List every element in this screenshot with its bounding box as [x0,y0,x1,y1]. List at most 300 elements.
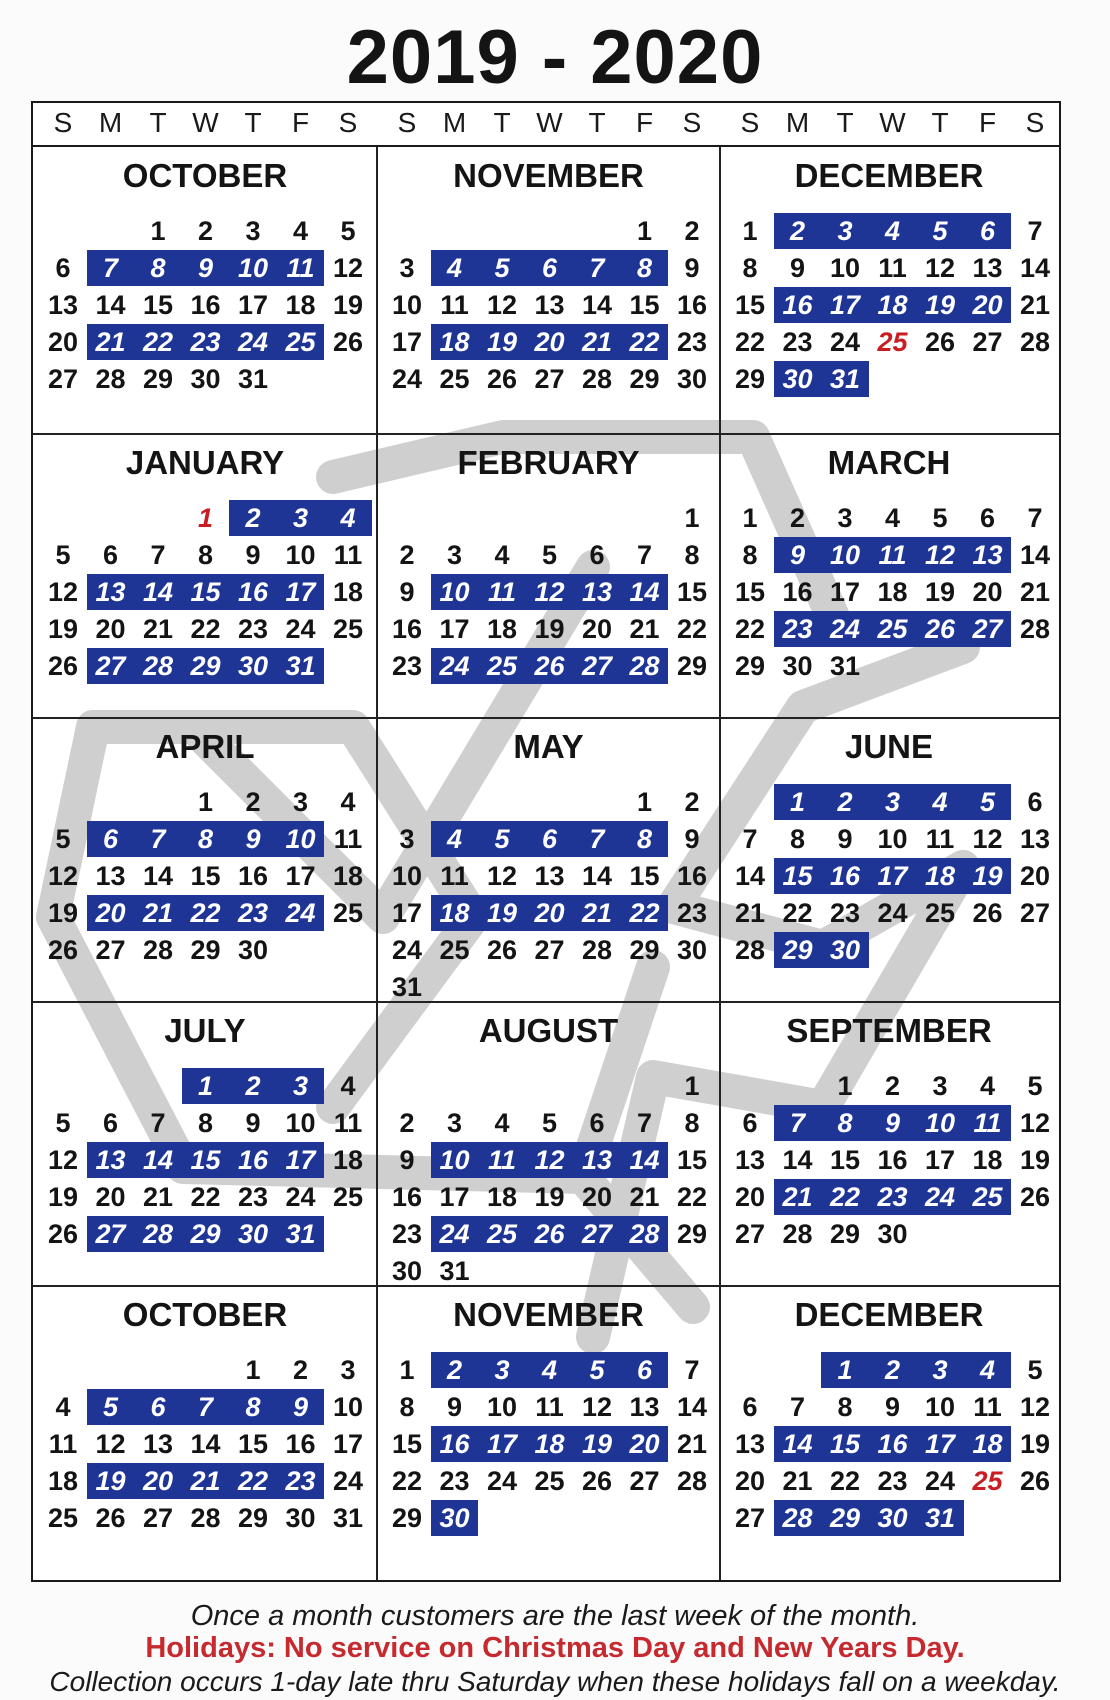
calendar-day: 28 [190,1503,221,1533]
calendar-day: 21 [142,1182,174,1212]
calendar-day: 5 [55,824,71,854]
service-day: 19 [972,861,1003,891]
calendar-day: 16 [877,1145,908,1175]
calendar-day: 16 [782,577,813,607]
calendar-day: 9 [684,253,700,283]
calendar-day: 14 [190,1429,221,1459]
calendar-day: 5 [932,503,948,533]
calendar-day: 24 [391,935,423,965]
service-day: 30 [829,935,861,965]
service-day: 23 [285,1466,316,1496]
service-day: 2 [789,216,806,246]
service-day: 7 [102,253,119,283]
service-day: 24 [924,1182,956,1212]
service-day: 14 [142,1145,174,1175]
service-day: 30 [237,651,269,681]
service-day: 19 [486,327,518,357]
calendar-day: 23 [676,327,708,357]
calendar-day: 7 [742,824,758,854]
calendar-day: 23 [237,614,269,644]
calendar-day: 1 [245,1355,261,1385]
month-name: APRIL [155,728,255,765]
service-day: 4 [541,1355,558,1385]
service-day: 5 [589,1355,605,1385]
service-day: 18 [439,327,470,357]
service-day: 22 [190,898,221,928]
service-day: 29 [190,651,221,681]
calendar-day: 26 [581,1466,613,1496]
service-day: 3 [932,1355,948,1385]
service-day: 4 [932,787,948,817]
calendar-day: 31 [829,651,861,681]
calendar-day: 12 [486,290,518,320]
service-day: 7 [589,824,605,854]
calendar-day: 15 [629,861,660,891]
calendar-day: 26 [47,651,79,681]
service-day: 24 [439,1219,470,1249]
service-day: 13 [581,1145,613,1175]
weekday-header: W [879,107,906,138]
service-day: 13 [95,577,126,607]
service-day: 27 [581,651,613,681]
service-day: 3 [292,1071,309,1101]
calendar-day: 8 [742,540,758,570]
calendar-day: 27 [95,935,126,965]
calendar-day: 10 [829,253,861,283]
calendar-day: 15 [190,861,221,891]
calendar-day: 22 [190,1182,221,1212]
service-day: 11 [487,1145,517,1175]
service-day: 19 [486,898,518,928]
calendar-day: 28 [142,935,174,965]
calendar-day: 10 [877,824,908,854]
calendar-day: 25 [47,1503,79,1533]
footer-note: Once a month customers are the last week of the month. [190,1600,920,1632]
row-divider [33,1285,1059,1287]
service-day: 24 [237,327,269,357]
service-day: 11 [286,253,315,283]
calendar-day: 6 [102,540,119,570]
calendar-day: 19 [47,898,79,928]
calendar-day: 7 [1027,216,1043,246]
calendar-day: 29 [142,364,174,394]
service-day: 25 [877,614,908,644]
calendar-day: 14 [676,1392,708,1422]
service-day: 25 [486,651,518,681]
calendar-day: 5 [55,540,71,570]
weekday-header: S [740,107,760,138]
service-day: 6 [979,216,996,246]
calendar-day: 29 [237,1503,269,1533]
service-day: 18 [439,898,470,928]
calendar-day: 26 [486,364,518,394]
weekday-header: F [978,107,997,138]
month-name: JUNE [844,728,934,765]
calendar-day: 17 [285,861,316,891]
service-day: 25 [486,1219,518,1249]
calendar-day: 7 [1027,503,1043,533]
calendar-day: 4 [884,503,901,533]
service-day: 10 [829,540,861,570]
service-day: 9 [789,540,806,570]
calendar-day: 11 [878,253,907,283]
service-day: 18 [534,1429,565,1459]
month-name: NOVEMBER [453,1296,644,1333]
service-day: 16 [237,577,269,607]
service-day: 9 [292,1392,309,1422]
weekday-header: W [536,107,563,138]
service-day: 15 [829,1429,861,1459]
calendar-day: 14 [1019,540,1051,570]
service-day: 8 [197,824,214,854]
calendar-day: 26 [924,327,956,357]
calendar-day: 10 [391,290,423,320]
calendar-day: 14 [1019,253,1051,283]
service-day: 4 [979,1355,996,1385]
calendar-day: 29 [391,1503,423,1533]
calendar-day: 15 [676,577,708,607]
calendar-day: 19 [924,577,956,607]
service-day: 9 [884,1108,901,1138]
service-day: 24 [829,614,861,644]
service-day: 18 [972,1429,1003,1459]
calendar-day: 15 [829,1145,861,1175]
service-day: 3 [884,787,901,817]
calendar-day: 11 [440,861,469,891]
service-day: 5 [932,216,948,246]
calendar-day: 5 [541,540,558,570]
service-day: 6 [150,1392,166,1422]
service-day: 12 [924,540,956,570]
weekday-header: S [1025,107,1045,138]
calendar-day: 5 [340,216,356,246]
calendar-day: 31 [391,972,423,1002]
page-title: 2019 - 2020 [346,15,764,100]
calendar-day: 18 [285,290,316,320]
calendar-day: 6 [102,1108,119,1138]
calendar-day: 26 [972,898,1003,928]
calendar-day: 17 [439,1182,470,1212]
service-day: 28 [629,1219,660,1249]
service-day: 17 [285,1145,316,1175]
calendar-day: 30 [237,935,269,965]
calendar-day: 10 [391,861,423,891]
service-day: 31 [285,651,316,681]
calendar-day: 2 [884,1071,901,1101]
calendar-day: 12 [1019,1108,1051,1138]
calendar-day: 12 [95,1429,126,1459]
month-name: AUGUST [478,1012,619,1049]
holiday-day: 25 [972,1466,1003,1496]
calendar-day: 8 [789,824,806,854]
service-day: 21 [190,1466,221,1496]
calendar-day: 12 [47,1145,79,1175]
calendar-day: 9 [446,1392,463,1422]
calendar-day: 12 [486,861,518,891]
service-day: 12 [534,1145,565,1175]
service-day: 6 [541,253,558,283]
calendar-day: 25 [439,364,470,394]
service-day: 10 [285,824,316,854]
service-day: 16 [439,1429,470,1459]
calendar-day: 18 [332,861,364,891]
service-day: 24 [285,898,316,928]
calendar-day: 12 [581,1392,613,1422]
service-day: 23 [782,614,813,644]
service-day: 15 [782,861,813,891]
calendar-day: 29 [629,364,660,394]
calendar-day: 30 [676,935,708,965]
service-day: 17 [877,861,908,891]
calendar-day: 19 [534,614,565,644]
calendar-day: 24 [486,1466,518,1496]
service-day: 20 [95,898,126,928]
weekday-header: W [192,107,219,138]
calendar-day: 4 [340,1071,356,1101]
footer-collection: Collection occurs 1-day late thru Saturday when these holidays fall on a weekday. [49,1666,1061,1697]
month-name: DECEMBER [794,1296,984,1333]
service-day: 17 [924,1429,956,1459]
calendar-day: 13 [47,290,79,320]
service-day: 16 [877,1429,908,1459]
calendar-day: 24 [924,1466,956,1496]
calendar-day: 19 [332,290,364,320]
row-divider [33,433,1059,435]
calendar-day: 26 [95,1503,126,1533]
calendar-day: 30 [676,364,708,394]
service-day: 2 [446,1355,463,1385]
service-day: 3 [837,216,853,246]
calendar-day: 17 [829,577,861,607]
calendar-day: 18 [486,614,518,644]
service-day: 26 [534,651,565,681]
service-day: 31 [829,364,861,394]
calendar-day: 3 [446,1108,463,1138]
calendar-day: 2 [292,1355,309,1385]
calendar-day: 20 [581,1182,613,1212]
weekday-header: F [635,107,654,138]
weekday-header: F [291,107,310,138]
calendar-day: 3 [292,787,309,817]
service-day: 17 [829,290,861,320]
calendar-day: 11 [333,824,363,854]
service-day: 6 [636,1355,653,1385]
calendar-day: 1 [684,503,700,533]
calendar-day: 24 [877,898,908,928]
service-day: 8 [636,253,653,283]
service-day: 13 [581,577,613,607]
calendar-day: 14 [95,290,126,320]
calendar-day: 27 [142,1503,174,1533]
calendar-day: 12 [972,824,1003,854]
service-day: 29 [190,1219,221,1249]
calendar-day: 9 [399,577,415,607]
calendar-day: 9 [399,1145,415,1175]
calendar-day: 28 [581,935,613,965]
service-day: 18 [877,290,908,320]
month-name: OCTOBER [122,157,288,194]
service-day: 1 [837,1355,853,1385]
calendar-day: 13 [142,1429,174,1459]
calendar-day: 27 [629,1466,660,1496]
service-day: 9 [197,253,214,283]
calendar-day: 16 [676,290,708,320]
calendar-day: 26 [332,327,364,357]
calendar-day: 1 [399,1355,415,1385]
calendar-day: 17 [924,1145,956,1175]
calendar-day: 1 [684,1071,700,1101]
calendar-day: 6 [589,1108,605,1138]
service-day: 16 [782,290,813,320]
calendar-day: 18 [47,1466,79,1496]
month-name: JULY [164,1012,246,1049]
weekday-header: T [588,107,606,138]
row-divider [33,717,1059,719]
calendar-day: 1 [636,216,653,246]
calendar-day: 15 [734,577,766,607]
calendar-day: 9 [789,253,806,283]
weekday-header: T [244,107,262,138]
calendar-day: 10 [486,1392,518,1422]
service-day: 10 [237,253,269,283]
calendar-day: 3 [837,503,853,533]
calendar-day: 27 [734,1219,766,1249]
calendar-day: 30 [190,364,221,394]
calendar-day: 11 [973,1392,1002,1422]
service-day: 13 [95,1145,126,1175]
calendar-day: 6 [55,253,71,283]
service-day: 30 [439,1503,470,1533]
calendar-day: 6 [589,540,605,570]
service-day: 19 [924,290,956,320]
calendar-day: 4 [494,1108,510,1138]
service-day: 25 [285,327,316,357]
weekday-header: T [931,107,949,138]
calendar-day: 20 [95,1182,126,1212]
calendar-day: 24 [829,327,861,357]
service-day: 20 [629,1429,660,1459]
month-name: NOVEMBER [453,157,644,194]
service-day: 2 [245,1071,261,1101]
service-day: 12 [534,577,565,607]
calendar-day: 20 [1019,861,1051,891]
calendar-day: 29 [676,1219,708,1249]
month-name: MARCH [827,444,951,481]
service-day: 19 [581,1429,613,1459]
service-day: 4 [340,503,356,533]
service-day: 17 [285,577,316,607]
service-day: 4 [446,824,463,854]
service-day: 22 [629,898,660,928]
calendar-day: 3 [399,253,415,283]
calendar-day: 27 [534,364,565,394]
calendar-day: 21 [1019,577,1051,607]
service-day: 16 [237,1145,269,1175]
service-day: 8 [150,253,166,283]
service-day: 22 [142,327,174,357]
month-name: JANUARY [125,444,285,481]
service-day: 28 [782,1503,813,1533]
calendar-day: 24 [285,1182,316,1212]
calendar-day: 8 [837,1392,853,1422]
service-day: 14 [629,577,660,607]
calendar-day: 1 [197,787,214,817]
calendar-day: 18 [332,577,364,607]
service-day: 24 [439,651,470,681]
month-name: SEPTEMBER [786,1012,992,1049]
calendar-day: 19 [1019,1145,1051,1175]
column-divider [376,147,378,1580]
calendar-day: 27 [1019,898,1051,928]
service-day: 25 [972,1182,1003,1212]
holiday-day: 25 [877,327,908,357]
calendar-day: 23 [782,327,813,357]
calendar-day: 15 [629,290,660,320]
calendar-day: 26 [1019,1466,1051,1496]
calendar-day: 4 [979,1071,996,1101]
holiday-day: 1 [197,503,214,533]
calendar-day: 16 [190,290,221,320]
service-day: 8 [837,1108,853,1138]
service-day: 15 [190,1145,221,1175]
service-day: 1 [789,787,806,817]
weekday-header: T [836,107,854,138]
service-day: 4 [446,253,463,283]
calendar-day: 7 [684,1355,700,1385]
service-day: 11 [487,577,517,607]
calendar-day: 22 [829,1466,861,1496]
service-day: 7 [197,1392,214,1422]
calendar-day: 29 [734,364,766,394]
service-day: 27 [95,651,126,681]
calendar-day: 6 [742,1108,758,1138]
service-day: 10 [924,1108,956,1138]
calendar-day: 14 [142,861,174,891]
service-day: 30 [237,1219,269,1249]
calendar-day: 20 [47,327,79,357]
calendar-day: 13 [534,290,565,320]
calendar-day: 23 [877,1466,908,1496]
calendar-day: 13 [972,253,1003,283]
calendar-day: 8 [197,540,214,570]
calendar-day: 14 [782,1145,813,1175]
calendar-day: 20 [95,614,126,644]
service-day: 30 [877,1503,908,1533]
day-of-week-header [33,103,1059,147]
calendar-day: 25 [332,614,364,644]
service-day: 21 [581,898,613,928]
service-day: 3 [292,503,309,533]
service-day: 5 [494,824,510,854]
calendar-day: 22 [734,327,766,357]
calendar-day: 5 [1027,1355,1043,1385]
calendar-day: 17 [391,898,423,928]
calendar-day: 15 [676,1145,708,1175]
calendar-day: 16 [391,1182,423,1212]
calendar-day: 25 [924,898,956,928]
weekday-header: S [397,107,417,138]
calendar-day: 2 [684,216,700,246]
calendar-day: 12 [47,577,79,607]
calendar-day: 11 [440,290,469,320]
service-day: 4 [884,216,901,246]
calendar-day: 22 [676,614,708,644]
calendar-day: 12 [47,861,79,891]
calendar-day: 21 [629,614,660,644]
calendar-day: 27 [534,935,565,965]
calendar-day: 9 [684,824,700,854]
service-day: 7 [150,824,166,854]
